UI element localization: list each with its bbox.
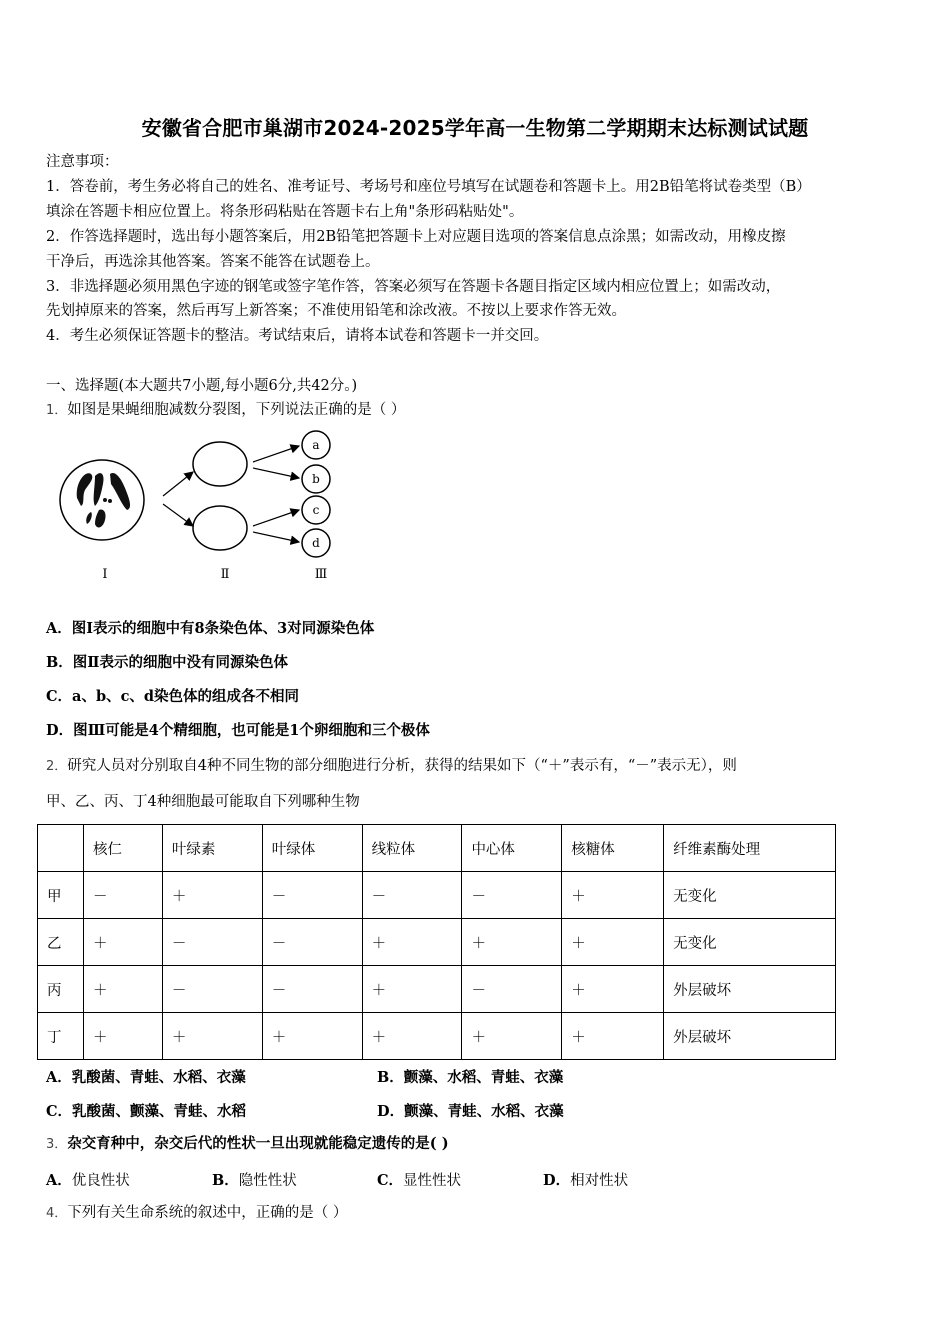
table-cell: 无变化 xyxy=(664,919,836,966)
stage-label: Ⅲ xyxy=(314,567,328,582)
table-header: 线粒体 xyxy=(362,825,462,872)
stage-label: Ⅰ xyxy=(102,567,108,582)
option-letter: C． xyxy=(46,1103,73,1120)
table-cell: ＋ xyxy=(462,1013,562,1060)
option-letter: A． xyxy=(46,1069,72,1086)
table-cell: ＋ xyxy=(362,919,462,966)
option-text: 乳酸菌、青蛙、水稻、衣藻 xyxy=(71,1069,246,1086)
option-letter: B． xyxy=(46,654,73,671)
table-row xyxy=(38,872,836,919)
option-text: 优良性状 xyxy=(71,1173,130,1189)
option-b[interactable] xyxy=(377,1066,563,1087)
table-cell: － xyxy=(162,919,262,966)
option-c[interactable] xyxy=(377,1169,461,1190)
notice-line: 填涂在答题卡相应位置上。将条形码粘贴在答题卡右上角"条形码粘贴处"。 xyxy=(46,204,524,220)
option-a[interactable] xyxy=(46,619,374,639)
table-cell: ＋ xyxy=(562,919,664,966)
table-cell: 无变化 xyxy=(664,872,836,919)
table-cell: － xyxy=(162,966,262,1013)
option-letter: B． xyxy=(377,1069,404,1086)
question-number: 3． xyxy=(46,1137,68,1152)
table-cell: 外层破坏 xyxy=(664,966,836,1013)
circle-label: c xyxy=(312,503,320,517)
table-cell: ＋ xyxy=(462,919,562,966)
option-letter: A． xyxy=(46,620,72,637)
option-letter: D． xyxy=(46,722,74,739)
table-cell: 甲 xyxy=(38,872,84,919)
table-cell: ＋ xyxy=(562,966,664,1013)
notice-line: 3．非选择题必须用黑色字迹的钢笔或签字笔作答，答案必须写在答题卡各题目指定区域内相应位置上；如需改动， xyxy=(46,279,781,295)
option-text: 显性性状 xyxy=(403,1173,462,1189)
table-cell: ＋ xyxy=(83,919,162,966)
option-letter: C． xyxy=(46,688,73,705)
option-letter: D． xyxy=(377,1103,405,1120)
table-header: 中心体 xyxy=(462,825,562,872)
table-header: 叶绿素 xyxy=(162,825,262,872)
notice-heading: 注意事项： xyxy=(46,154,119,170)
table-cell: － xyxy=(362,872,462,919)
section-heading: 一、选择题(本大题共7小题,每小题6分,共42分。) xyxy=(46,378,358,394)
option-c[interactable] xyxy=(46,687,299,707)
option-text: 图Ⅲ可能是4个精细胞，也可能是1个卵细胞和三个极体 xyxy=(73,722,430,739)
table-cell: 丁 xyxy=(38,1013,84,1060)
option-text: 相对性状 xyxy=(570,1173,629,1189)
table-cell: － xyxy=(262,966,362,1013)
option-text: a、b、c、d染色体的组成各不相同 xyxy=(72,688,300,705)
table-cell: ＋ xyxy=(362,1013,462,1060)
table-cell: ＋ xyxy=(562,872,664,919)
option-a[interactable] xyxy=(46,1169,130,1190)
table-row xyxy=(38,1013,836,1060)
option-letter: A． xyxy=(46,1172,72,1189)
meiosis-diagram xyxy=(55,428,345,588)
option-letter: B． xyxy=(212,1172,239,1189)
table-header xyxy=(38,825,84,872)
table-cell: 乙 xyxy=(38,919,84,966)
cell-II-top xyxy=(193,442,247,486)
stage-label: Ⅱ xyxy=(220,567,230,582)
notice-line: 2．作答选择题时，选出每小题答案后，用2B铅笔把答题卡上对应题目选项的答案信息点涂黑；如需改动，用橡皮擦 xyxy=(46,229,786,245)
question-text: 研究人员对分别取自4种不同生物的部分细胞进行分析，获得的结果如下（“＋”表示有，“－”表示无），则 xyxy=(67,758,737,774)
option-b[interactable] xyxy=(46,653,288,673)
table-cell: ＋ xyxy=(83,1013,162,1060)
notice-line: 1．答卷前，考生务必将自己的姓名、准考证号、考场号和座位号填写在试题卷和答题卡上。用2B铅笔将试卷类型（B） xyxy=(46,179,811,195)
question-1-stem xyxy=(46,400,405,421)
question-2-stem-cont: 甲、乙、丙、丁4种细胞最可能取自下列哪种生物 xyxy=(46,794,360,810)
option-text: 图Ⅱ表示的细胞中没有同源染色体 xyxy=(72,654,288,671)
circle-label: b xyxy=(312,472,320,486)
circle-label: a xyxy=(312,438,320,452)
question-number: 1． xyxy=(46,403,68,418)
table-cell: － xyxy=(462,872,562,919)
option-text: 颤藻、青蛙、水稻、衣藻 xyxy=(404,1103,564,1120)
question-3-stem xyxy=(46,1134,449,1155)
table-header: 核仁 xyxy=(83,825,162,872)
table-cell: ＋ xyxy=(162,872,262,919)
option-text: 颤藻、水稻、青蛙、衣藻 xyxy=(403,1069,564,1086)
cell-analysis-table xyxy=(37,824,836,1060)
option-letter: C． xyxy=(377,1172,404,1189)
table-cell: ＋ xyxy=(562,1013,664,1060)
table-cell: － xyxy=(462,966,562,1013)
page-title: 安徽省合肥市巢湖市2024-2025学年高一生物第二学期期末达标测试试题 xyxy=(141,116,809,140)
table-cell: － xyxy=(83,872,162,919)
table-cell: ＋ xyxy=(262,1013,362,1060)
notice-line: 干净后，再选涂其他答案。答案不能答在试题卷上。 xyxy=(46,254,380,270)
table-cell: 丙 xyxy=(38,966,84,1013)
option-text: 图Ⅰ表示的细胞中有8条染色体、3对同源染色体 xyxy=(71,620,375,637)
question-2-stem xyxy=(46,756,737,777)
option-text: 乳酸菌、颤藻、青蛙、水稻 xyxy=(72,1103,247,1120)
question-4-stem xyxy=(46,1203,347,1224)
option-a[interactable] xyxy=(46,1066,246,1087)
table-cell: ＋ xyxy=(362,966,462,1013)
option-d[interactable] xyxy=(46,721,430,741)
question-number: 2． xyxy=(46,759,68,774)
question-text: 杂交育种中，杂交后代的性状一旦出现就能稳定遗传的是( ) xyxy=(67,1135,449,1152)
table-row xyxy=(38,919,836,966)
question-text: 下列有关生命系统的叙述中，正确的是（ ） xyxy=(67,1205,348,1221)
option-letter: D． xyxy=(543,1172,571,1189)
table-cell: ＋ xyxy=(83,966,162,1013)
chromosomes xyxy=(77,473,130,528)
table-cell: 外层破坏 xyxy=(664,1013,836,1060)
notice-line: 4．考生必须保证答题卡的整洁。考试结束后，请将本试卷和答题卡一并交回。 xyxy=(46,328,549,344)
option-c[interactable] xyxy=(46,1100,246,1121)
cell-II-bottom xyxy=(193,506,247,550)
question-text: 如图是果蝇细胞减数分裂图，下列说法正确的是（ ） xyxy=(67,402,406,418)
circle-label: d xyxy=(312,536,320,550)
option-text: 隐性性状 xyxy=(238,1173,297,1189)
table-row xyxy=(38,966,836,1013)
table-header: 纤维素酶处理 xyxy=(664,825,836,872)
table-cell: － xyxy=(262,919,362,966)
table-header-row xyxy=(38,825,836,872)
option-b[interactable] xyxy=(212,1169,297,1190)
cell-I xyxy=(60,460,144,540)
table-cell: － xyxy=(262,872,362,919)
question-number: 4． xyxy=(46,1206,68,1221)
table-cell: ＋ xyxy=(162,1013,262,1060)
option-d[interactable] xyxy=(543,1169,628,1190)
option-d[interactable] xyxy=(377,1100,564,1121)
table-header: 叶绿体 xyxy=(262,825,362,872)
table-header: 核糖体 xyxy=(562,825,664,872)
notice-line: 先划掉原来的答案，然后再写上新答案；不准使用铅笔和涂改液。不按以上要求作答无效。 xyxy=(46,303,626,319)
